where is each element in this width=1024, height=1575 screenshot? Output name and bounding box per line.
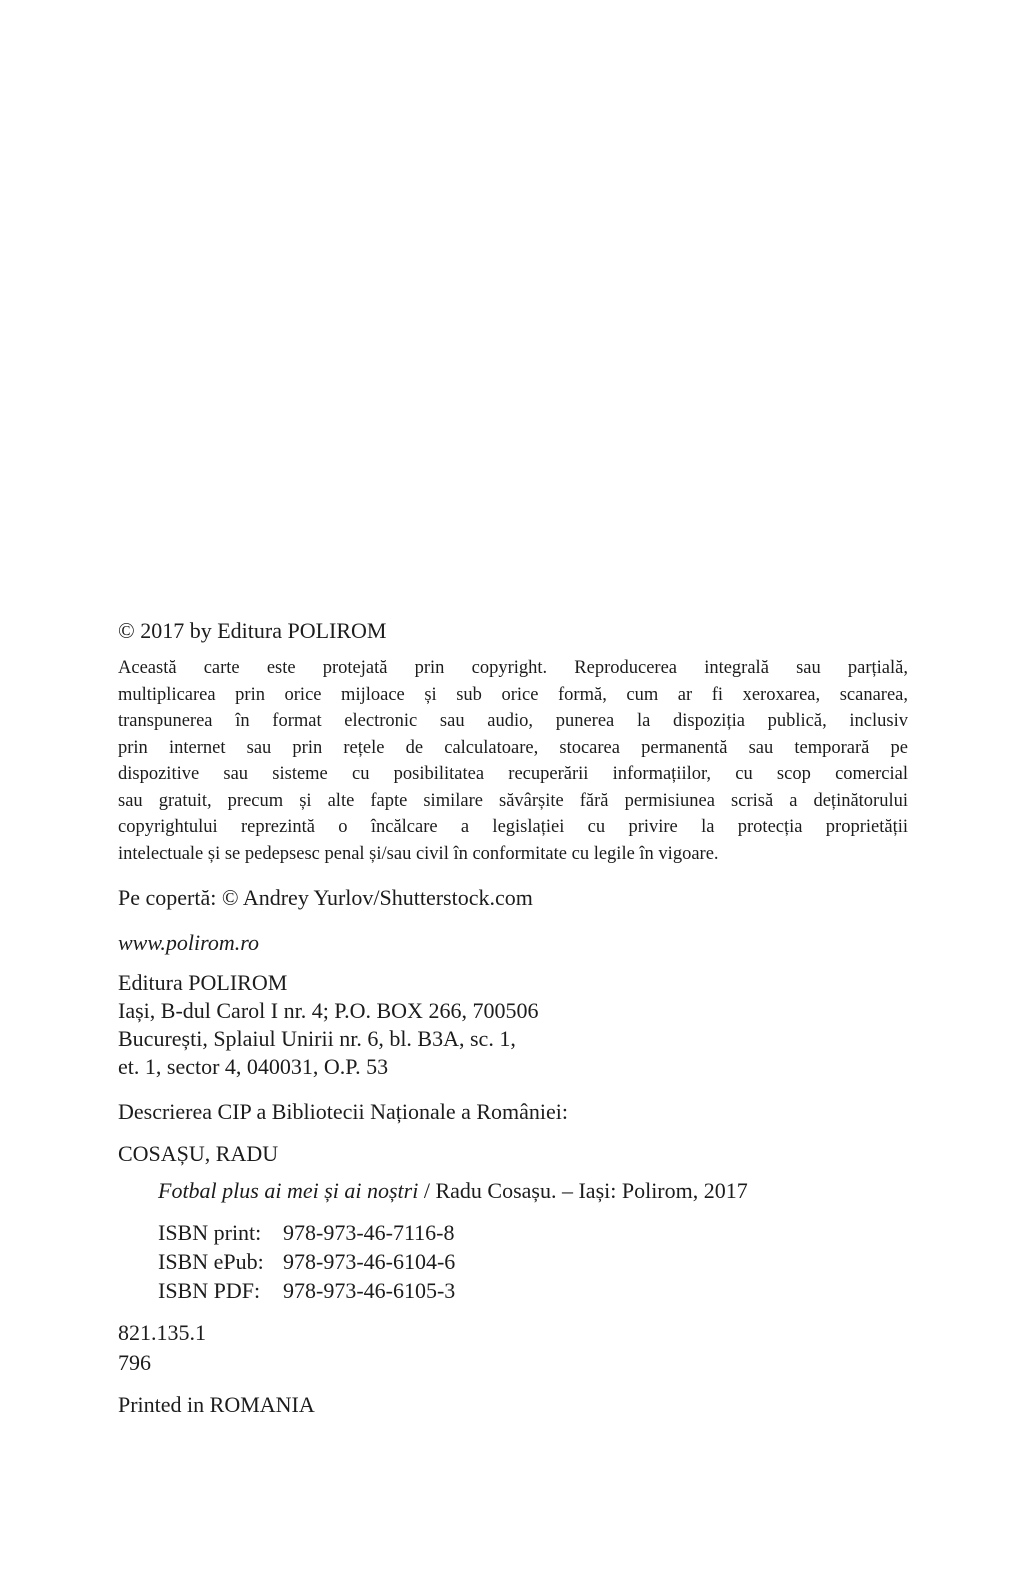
notice-line: intelectuale și se pedepsesc penal și/sau civil în conformitate cu legile în vigoare. [118, 843, 719, 864]
publisher-address-line: Iași, B-dul Carol I nr. 4; P.O. BOX 266, 700506 [118, 998, 539, 1023]
isbn-row [158, 1276, 948, 1305]
classification-codes [118, 1318, 908, 1378]
publisher-address-line: et. 1, sector 4, 040031, O.P. 53 [118, 1054, 389, 1079]
publisher-website: www.polirom.ro [118, 930, 259, 955]
isbn-value: 978-973-46-6105-3 [283, 1278, 456, 1303]
notice-line: prin internet sau prin rețele de calculatoare, stocarea permanentă sau temporară pe [118, 737, 908, 758]
classification-code: 821.135.1 [118, 1320, 206, 1345]
isbn-list [158, 1218, 948, 1305]
isbn-value: 978-973-46-6104-6 [283, 1249, 456, 1274]
notice-line: Această carte este protejată prin copyright. Reproducerea integrală sau parțială, [118, 658, 908, 678]
cip-author: COSAȘU, RADU [118, 1141, 279, 1166]
classification-code: 796 [118, 1350, 151, 1375]
publisher-info [118, 969, 908, 1081]
isbn-label: ISBN PDF: [158, 1278, 261, 1303]
cover-credit: Pe copertă: © Andrey Yurlov/Shutterstock.com [118, 885, 533, 910]
isbn-row [158, 1247, 948, 1276]
notice-line: multiplicarea prin orice mijloace și sub orice formă, cum ar fi xeroxarea, scanarea, [118, 684, 908, 705]
book-title: Fotbal plus ai mei și ai noștri [158, 1178, 419, 1203]
notice-line: copyrightului reprezintă o încălcare a legislației cu privire la protecția proprietății [118, 817, 908, 837]
notice-line: dispozitive sau sisteme cu posibilitatea recuperării informațiilor, cu scop comercial [118, 764, 908, 784]
isbn-value: 978-973-46-7116-8 [283, 1220, 455, 1245]
isbn-label: ISBN print: [158, 1220, 262, 1245]
publisher-name: Editura POLIROM [118, 970, 288, 995]
isbn-label: ISBN ePub: [158, 1249, 264, 1274]
title-statement: / Radu Cosașu. – Iași: Polirom, 2017 [418, 1178, 748, 1203]
copyright-line: © 2017 by Editura POLIROM [118, 618, 387, 643]
publisher-address-line: București, Splaiul Unirii nr. 6, bl. B3A, sc. 1, [118, 1026, 516, 1051]
cip-heading: Descrierea CIP a Bibliotecii Naționale a României: [118, 1099, 569, 1124]
cip-title-line [158, 1176, 948, 1206]
copyright-notice [118, 655, 908, 867]
notice-line: sau gratuit, precum și alte fapte similare săvârșite fără permisiunea scrisă a deținătorului [118, 790, 908, 811]
isbn-row [158, 1218, 948, 1247]
printed-in: Printed in ROMANIA [118, 1392, 315, 1417]
notice-line: transpunerea în format electronic sau audio, punerea la dispoziția publică, inclusiv [118, 711, 908, 731]
